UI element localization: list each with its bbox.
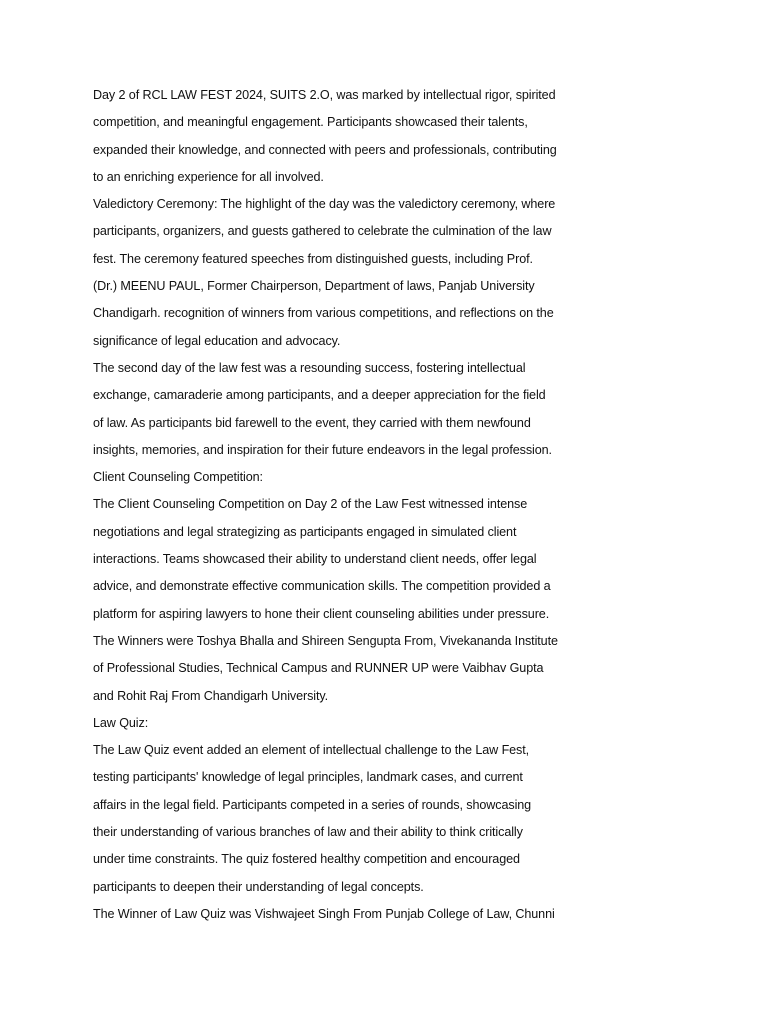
text-line: insights, memories, and inspiration for their future endeavors in the legal profession.: [93, 442, 552, 457]
text-line: significance of legal education and advocacy.: [93, 333, 341, 348]
text-line: (Dr.) MEENU PAUL, Former Chairperson, Department of laws, Panjab University: [93, 279, 535, 294]
text-line: participants, organizers, and guests gathered to celebrate the culmination of the law: [93, 224, 552, 239]
text-line: advice, and demonstrate effective communication skills. The competition provided a: [93, 579, 551, 594]
text-line: to an enriching experience for all involved.: [93, 169, 324, 184]
text-line: The Winner of Law Quiz was Vishwajeet Singh From Punjab College of Law, Chunni: [93, 906, 555, 921]
text-line: platform for aspiring lawyers to hone their client counseling abilities under pressure.: [93, 606, 550, 621]
text-line: their understanding of various branches of law and their ability to think critically: [93, 825, 523, 840]
text-line: affairs in the legal field. Participants competed in a series of rounds, showcasing: [93, 797, 532, 812]
text-line: under time constraints. The quiz fostered healthy competition and encouraged: [93, 852, 520, 867]
text-line: The Winners were Toshya Bhalla and Shireen Sengupta From, Vivekananda Institute: [93, 633, 558, 648]
document-body: [93, 82, 613, 928]
text-line: interactions. Teams showcased their ability to understand client needs, offer legal: [93, 552, 537, 567]
text-line: The Client Counseling Competition on Day 2 of the Law Fest witnessed intense: [93, 497, 528, 512]
text-line: Day 2 of RCL LAW FEST 2024, SUITS 2.O, was marked by intellectual rigor, spirited: [93, 88, 556, 102]
text-line: of law. As participants bid farewell to the event, they carried with them newfound: [93, 415, 531, 430]
text-line: Chandigarh. recognition of winners from various competitions, and reflections on the: [93, 306, 554, 321]
section-heading-valedictory: Valedictory Ceremony: The highlight of the day was the valedictory ceremony, where: [93, 197, 556, 212]
section-heading-client-counseling: Client Counseling Competition:: [93, 470, 263, 485]
text-line: negotiations and legal strategizing as participants engaged in simulated client: [93, 524, 517, 539]
text-line: expanded their knowledge, and connected with peers and professionals, contributing: [93, 142, 557, 157]
section-heading-law-quiz: Law Quiz:: [93, 715, 149, 730]
text-line: The Law Quiz event added an element of intellectual challenge to the Law Fest,: [93, 743, 530, 758]
text-line: and Rohit Raj From Chandigarh University.: [93, 688, 329, 703]
text-line: testing participants' knowledge of legal principles, landmark cases, and current: [93, 770, 523, 785]
text-line: exchange, camaraderie among participants, and a deeper appreciation for the field: [93, 388, 546, 403]
text-line: competition, and meaningful engagement. Participants showcased their talents,: [93, 115, 528, 130]
text-line: fest. The ceremony featured speeches from distinguished guests, including Prof.: [93, 251, 533, 266]
text-line: The second day of the law fest was a resounding success, fostering intellectual: [93, 360, 526, 375]
text-line: participants to deepen their understanding of legal concepts.: [93, 879, 424, 894]
text-line: of Professional Studies, Technical Campus and RUNNER UP were Vaibhav Gupta: [93, 661, 544, 676]
